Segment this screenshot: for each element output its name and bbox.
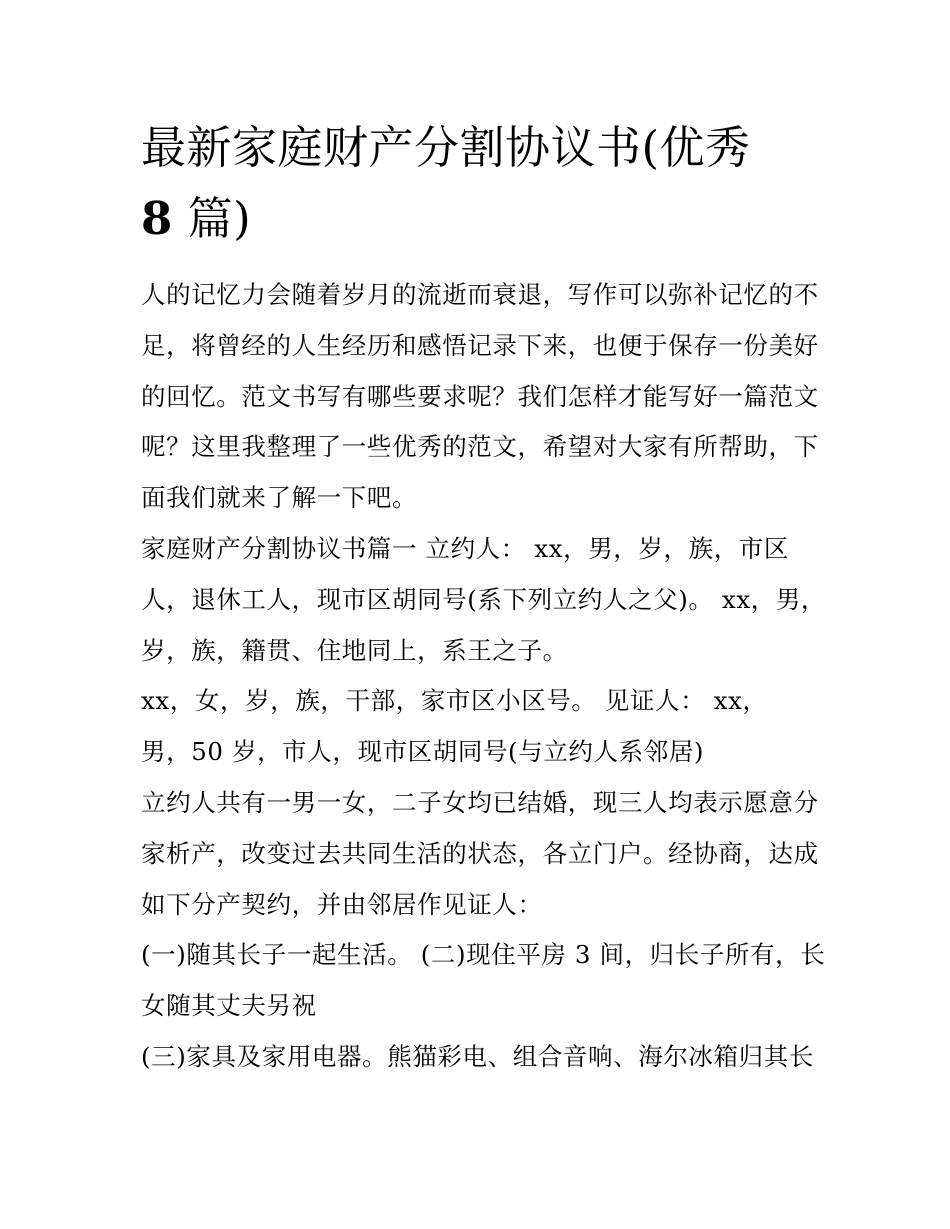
text-line: 足，将曾经的人生经历和感悟记录下来，也便于保存一份美好 — [141, 330, 819, 360]
text-line: 面我们就来了解一下吧。 — [141, 483, 418, 513]
text-line: xx，女，岁，族，干部，家市区小区号。 见证人： xx， — [141, 686, 768, 716]
text-line: 呢？这里我整理了一些优秀的范文，希望对大家有所帮助，下 — [141, 432, 819, 462]
paragraph-witness — [141, 676, 813, 778]
text-line: 家析产，改变过去共同生活的状态，各立门户。经协商，达成 — [141, 838, 819, 868]
title-line-1: 最新家庭财产分割协议书(优秀 — [141, 121, 751, 174]
paragraph-intro — [141, 270, 819, 524]
title-number: 8 — [141, 192, 173, 245]
text-line: 人的记忆力会随着岁月的流逝而衰退，写作可以弥补记忆的不 — [141, 280, 819, 309]
text-line: 人，退休工人，现市区胡同号(系下列立约人之父)。 xx，男， — [141, 584, 827, 614]
paragraph-agreement — [141, 778, 819, 930]
title-line-2: 篇) — [172, 192, 252, 245]
paragraph-clause-3 — [141, 1032, 813, 1083]
document-title — [141, 112, 813, 254]
document-content — [141, 112, 827, 1083]
text-line: 家庭财产分割协议书篇一 立约人： xx，男，岁，族，市区 — [141, 533, 790, 563]
text-line: (三)家具及家用电器。熊猫彩电、组合音响、海尔冰箱归其长 — [141, 1041, 814, 1071]
paragraph-parties — [141, 524, 827, 676]
text-line: 的回忆。范文书写有哪些要求呢？我们怎样才能写好一篇范文 — [141, 381, 819, 411]
text-line: (一)随其长子一起生活。 (二)现住平房 3 间，归长子所有，长 — [141, 940, 826, 970]
paragraph-clause-1-2 — [141, 930, 826, 1032]
text-line: 岁，族，籍贯、住地同上，系王之子。 — [141, 635, 568, 665]
text-line: 男，50 岁，市人，现市区胡同号(与立约人系邻居) — [141, 737, 705, 767]
text-line: 如下分产契约，并由邻居作见证人： — [141, 889, 543, 919]
text-line: 立约人共有一男一女，二子女均已结婚，现三人均表示愿意分 — [141, 787, 819, 817]
text-line: 女随其丈夫另祝 — [141, 991, 317, 1021]
